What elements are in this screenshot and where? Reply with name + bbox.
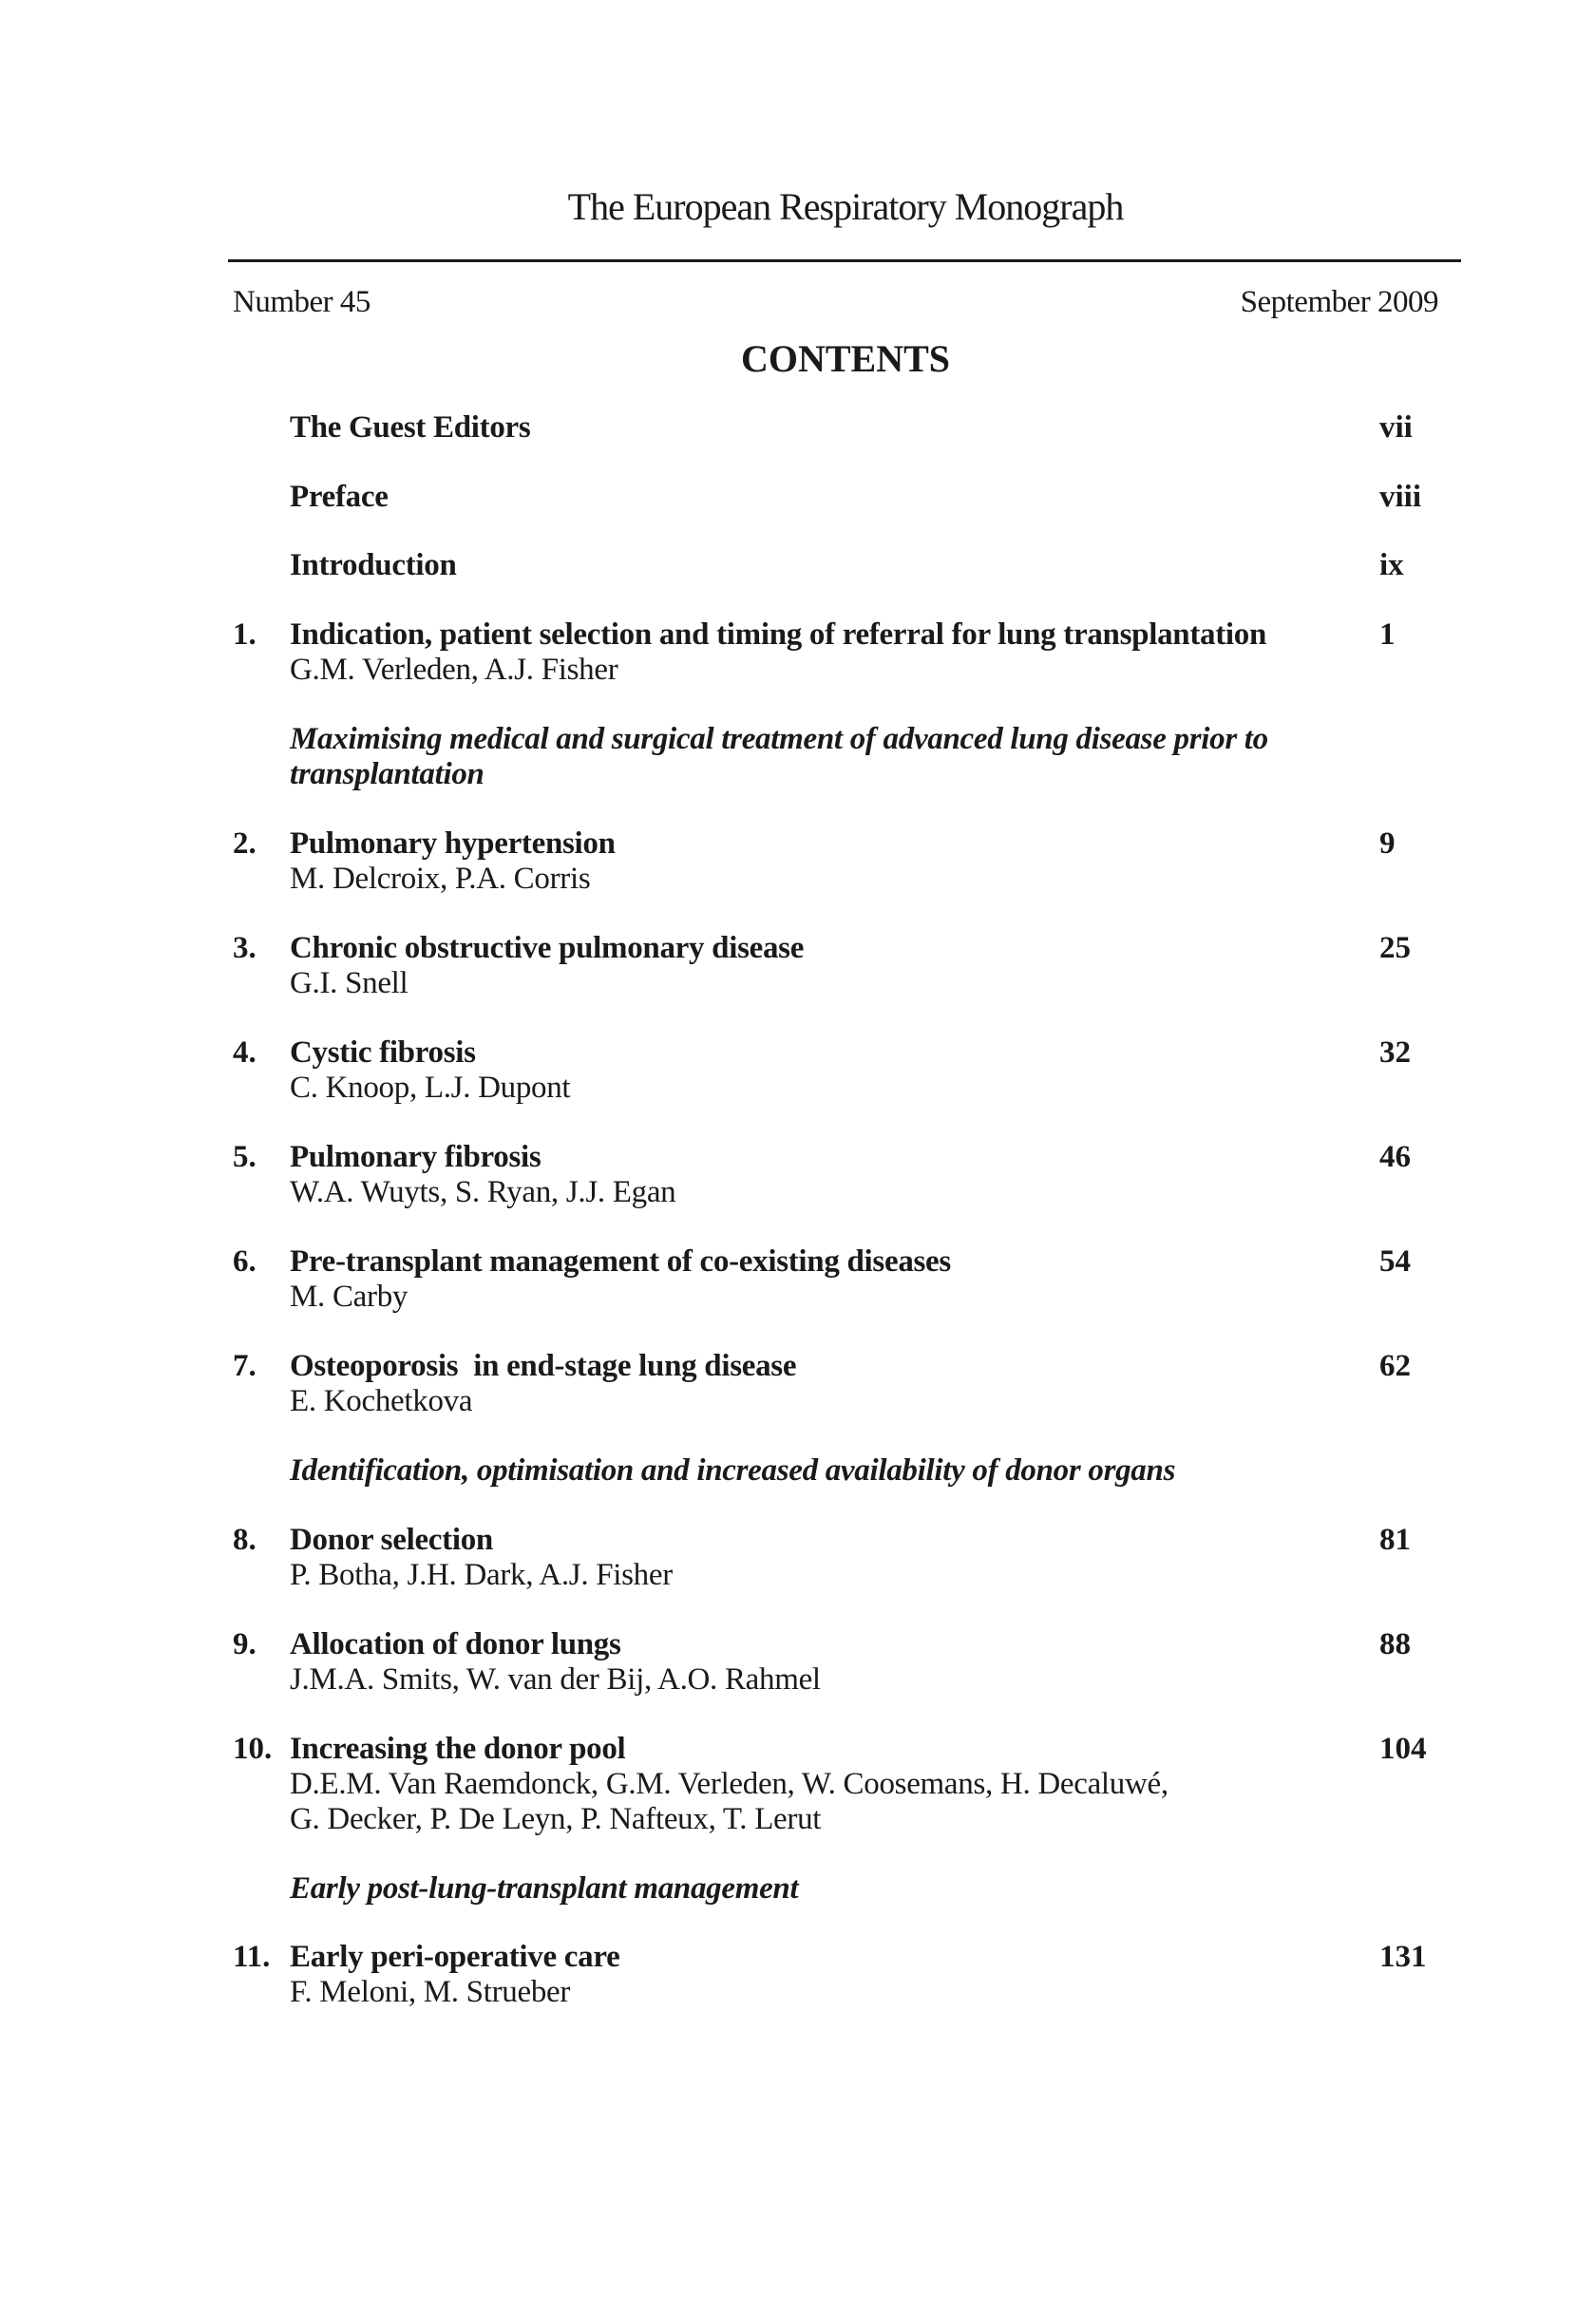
chapter-title: Cystic fibrosis [290, 1035, 476, 1070]
chapter-number: 3. [233, 931, 256, 965]
section-heading-3: Early post-lung-transplant management [290, 1871, 799, 1906]
chapter-authors: F. Meloni, M. Strueber [290, 1975, 571, 2009]
toc-entry-title: The Guest Editors [290, 410, 531, 445]
chapter-title: Early peri-operative care [290, 1940, 620, 1974]
chapter-title: Pulmonary fibrosis [290, 1140, 542, 1174]
chapter-number: 4. [233, 1035, 256, 1070]
chapter-title: Donor selection [290, 1523, 493, 1557]
issue-date: September 2009 [1240, 285, 1438, 319]
chapter-title: Osteoporosis in end-stage lung disease [290, 1349, 797, 1383]
chapter-title: Indication, patient selection and timing of referral for lung transplantation [290, 617, 1267, 652]
chapter-page: 131 [1379, 1940, 1427, 1974]
chapter-page: 25 [1379, 931, 1411, 965]
chapter-authors: M. Delcroix, P.A. Corris [290, 862, 591, 896]
chapter-number: 7. [233, 1349, 256, 1383]
header-rule [228, 259, 1461, 262]
chapter-title: Pulmonary hypertension [290, 826, 616, 861]
toc-entry-page: viii [1379, 480, 1422, 514]
toc-entry-page: ix [1379, 548, 1404, 582]
section-heading-1-line-2: transplantation [290, 757, 484, 791]
chapter-number: 11. [233, 1940, 271, 1974]
chapter-number: 5. [233, 1140, 256, 1174]
chapter-page: 81 [1379, 1523, 1411, 1557]
chapter-page: 88 [1379, 1627, 1411, 1661]
chapter-page: 62 [1379, 1349, 1411, 1383]
chapter-page: 32 [1379, 1035, 1411, 1070]
chapter-authors: W.A. Wuyts, S. Ryan, J.J. Egan [290, 1175, 676, 1209]
chapter-number: 2. [233, 826, 256, 861]
chapter-number: 9. [233, 1627, 256, 1661]
journal-title: The European Respiratory Monograph [567, 185, 1124, 228]
chapter-authors: J.M.A. Smits, W. van der Bij, A.O. Rahmel [290, 1662, 821, 1697]
toc-entry-title: Preface [290, 480, 389, 514]
chapter-authors: C. Knoop, L.J. Dupont [290, 1071, 571, 1105]
chapter-authors: G.I. Snell [290, 966, 408, 1000]
chapter-number: 6. [233, 1244, 256, 1279]
chapter-authors: G.M. Verleden, A.J. Fisher [290, 653, 618, 687]
section-heading-1-line-1: Maximising medical and surgical treatment of advanced lung disease prior to [290, 722, 1268, 756]
section-heading-2: Identification, optimisation and increased availability of donor organs [290, 1453, 1176, 1488]
chapter-page: 54 [1379, 1244, 1411, 1279]
chapter-authors-line-1: D.E.M. Van Raemdonck, G.M. Verleden, W. Coosemans, H. Decaluwé, [290, 1767, 1168, 1801]
chapter-authors: E. Kochetkova [290, 1384, 473, 1418]
toc-entry-page: vii [1379, 410, 1413, 445]
chapter-authors-line-2: G. Decker, P. De Leyn, P. Nafteux, T. Lerut [290, 1802, 822, 1836]
chapter-page: 46 [1379, 1140, 1411, 1174]
chapter-number: 8. [233, 1523, 256, 1557]
chapter-number: 10. [233, 1732, 273, 1766]
issue-number: Number 45 [233, 285, 370, 319]
chapter-page: 9 [1379, 826, 1396, 861]
chapter-title: Increasing the donor pool [290, 1732, 626, 1766]
chapter-title: Pre-transplant management of co-existing diseases [290, 1244, 951, 1279]
chapter-authors: M. Carby [290, 1280, 408, 1314]
chapter-title: Allocation of donor lungs [290, 1627, 621, 1661]
chapter-number: 1. [233, 617, 256, 652]
contents-heading: CONTENTS [740, 337, 951, 380]
chapter-authors: P. Botha, J.H. Dark, A.J. Fisher [290, 1558, 673, 1592]
chapter-title: Chronic obstructive pulmonary disease [290, 931, 805, 965]
chapter-page: 1 [1379, 617, 1396, 652]
toc-entry-title: Introduction [290, 548, 457, 582]
chapter-page: 104 [1379, 1732, 1427, 1766]
